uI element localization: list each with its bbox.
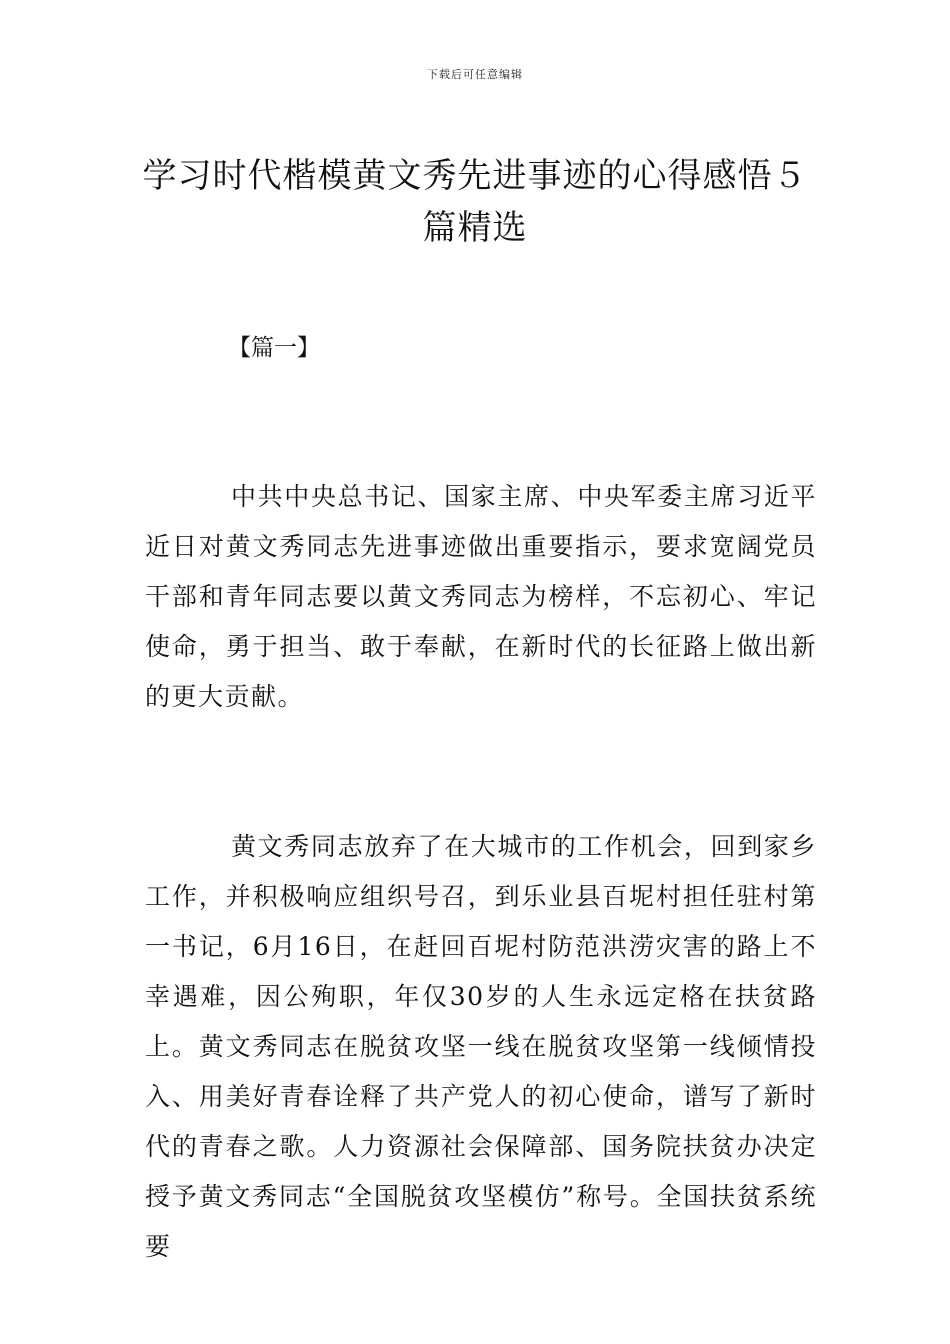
document-title: 学习时代楷模黄文秀先进事迹的心得感悟５篇精选 [142, 156, 808, 248]
section-label: 【篇一】 [228, 335, 320, 361]
paragraph-1: 中共中央总书记、国家主席、中央军委主席习近平近日对黄文秀同志先进事迹做出重要指示，要求宽阔党员干部和青年同志要以黄文秀同志为榜样，不忘初心、牢记使命，勇于担当、敢于奉献，在新时代的长征路上做出新的更大贡献。 [145, 482, 817, 711]
paragraph-2: 黄文秀同志放弃了在大城市的工作机会，回到家乡工作，并积极响应组织号召，到乐业县百坭村担任驻村第一书记，6月16日，在赶回百坭村防范洪涝灾害的路上不幸遇难，因公殉职，年仅30岁的人生永远定格在扶贫路上。黄文秀同志在脱贫攻坚一线在脱贫攻坚第一线倾情投入、用美好青春诠释了共产党人的初心使命，谱写了新时代的青春之歌。人力资源社会保障部、国务院扶贫办决定授予黄文秀同志“全国脱贫攻坚模仿”称号。全国扶贫系统要 [145, 832, 817, 1261]
header-note: 下载后可任意编辑 [427, 68, 523, 81]
